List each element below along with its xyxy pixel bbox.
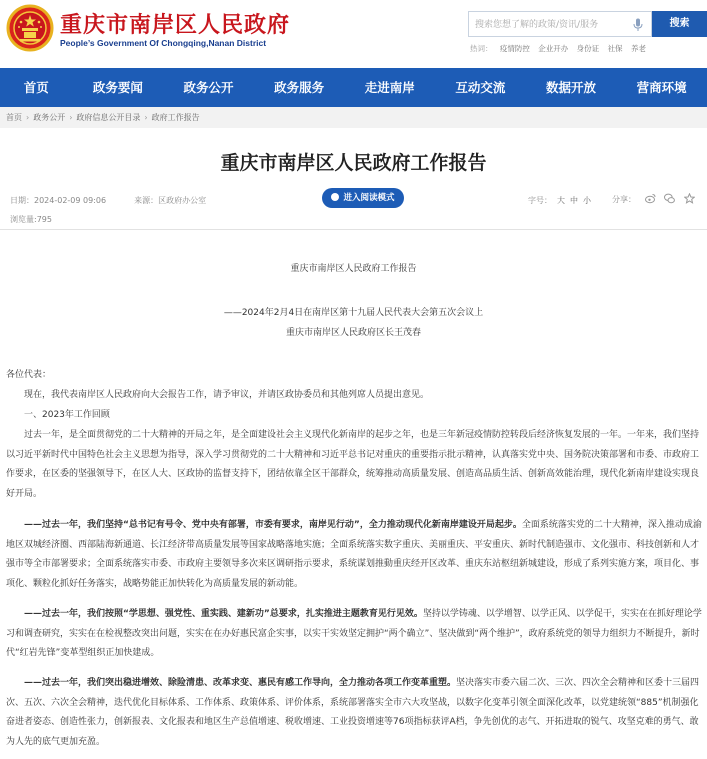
paragraph-text: 全面系统落实党的二十大精神，深入推动成渝地区双城经济圈、西部陆海新通道、长江经济带高质量发展等国家战略落地实施；全面系统落实数字重庆、美丽重庆、平安重庆、新时代制造强市、文化强市、科技创新和人才强市等全市部署要求；全面系统落实市委、市政府主要领导多次来区调研指示要求，系统谋划推動重庆经开区改革、重庆东站枢纽新城建设，形成了系列实施方案，项目化、事项化、颗粒化抓好任务落实，战略势能正加快转化为高质量发展的新动能。 — [6, 520, 702, 589]
site-subtitle: People’s Government Of Chongqing,Nanan District — [60, 38, 267, 48]
site-title[interactable]: 重庆市南岸区人民政府 — [60, 13, 291, 38]
speaker-line: 重庆市南岸区人民政府区长王茂春 — [285, 328, 421, 338]
greeting: 各位代表： — [6, 370, 52, 380]
breadcrumb-link[interactable]: 政府信息公开目录 — [76, 113, 141, 122]
hot-word-link[interactable]: 身份证 — [576, 44, 600, 53]
breadcrumb-link[interactable]: 政务公开 — [33, 113, 66, 122]
font-size-label: 字号： — [528, 196, 552, 205]
breadcrumb: 首页 › 政务公开 › 政府信息公开目录 › 政府工作报告 — [0, 107, 707, 128]
font-size-small[interactable]: 小 — [583, 196, 591, 205]
wechat-icon[interactable] — [664, 193, 675, 204]
hot-words-label: 热词： — [470, 44, 493, 53]
paragraph-overview: 过去一年，是全面贯彻党的二十大精神的开局之年，是全面建设社会主义现代化新南岸的起步之年，也是三年新冠疫情防控转段后经济恢复发展的一年。一年来，我们坚持以习近平新时代中国特色社会主义思想为指导，深入学习贯彻党的二十大精神和习近平总书记对重庆的重要指示批示精神，认真落实党中央、国务院决策部署和市委、市政府工作要求，在区委的坚强领导下，在区人大、区政协的监督支持下，团结依靠全区干部群众，统筹推动高质量发展、创造高品质生活、创新高效能治理，现代化新南岸建设实现良好开局。 — [6, 430, 700, 499]
reading-mode-label: 进入阅读模式 — [343, 193, 395, 203]
paragraph-reform — [6, 674, 702, 759]
header-divider — [0, 229, 707, 230]
main-nav — [0, 68, 707, 107]
paragraph-text: 坚持以学铸魂、以学增智、以学正风、以学促干，实实在在抓好理论学习和调查研究，实实在在检视整改突出问题，实实在在办好惠民富企实事，以实干实效坚定拥护“两个确立”、坚决做到“两个维护”，政府系统党的领导力组织力不断提升，新时代“红岩先锋”变革型组织正加快建成。 — [6, 609, 702, 658]
doc-title: 重庆市南岸区人民政府工作报告 — [290, 264, 417, 274]
page-title: 重庆市南岸区人民政府工作报告 — [220, 152, 487, 174]
search-box — [468, 11, 652, 37]
hot-word-link[interactable]: 疫情防控 — [499, 44, 530, 53]
article-meta — [10, 195, 206, 206]
paragraph-lead: ——过去一年，我们坚持“总书记有号令、党中央有部署，市委有要求，南岸见行动”，全力推动现代化新南岸建设开局起步。 — [24, 520, 522, 530]
nav-item-home[interactable]: 首页 — [23, 80, 49, 95]
nav-item-news[interactable]: 政务要闻 — [92, 80, 143, 95]
font-size-control — [528, 195, 591, 206]
font-size-large[interactable]: 大 — [557, 196, 565, 205]
publish-date: 日期：2024-02-09 09:06 — [10, 196, 107, 205]
search-input[interactable] — [469, 13, 627, 37]
reading-mode-icon — [331, 193, 339, 201]
hot-word-link[interactable]: 社保 — [607, 44, 623, 53]
microphone-icon[interactable] — [633, 18, 643, 32]
nav-item-business-environment[interactable]: 营商环境 — [636, 80, 687, 95]
font-size-medium[interactable]: 中 — [570, 196, 578, 205]
nav-item-services[interactable]: 政务服务 — [274, 80, 325, 95]
weibo-icon[interactable] — [645, 193, 656, 204]
nav-item-interaction[interactable]: 互动交流 — [455, 80, 506, 95]
nav-item-about-nanan[interactable]: 走进南岸 — [364, 80, 415, 95]
nav-item-open-government[interactable]: 政务公开 — [183, 80, 234, 95]
article-source: 来源：区政府办公室 — [134, 196, 207, 205]
breadcrumb-current[interactable]: 政府工作报告 — [151, 113, 200, 122]
paragraph-education — [6, 605, 702, 673]
reading-mode-button[interactable] — [322, 188, 404, 208]
paragraph-lead: ——过去一年，我们按照“学思想、强党性、重实践、建新功”总要求，扎实推进主题教育见行见效。 — [24, 609, 423, 619]
site-header — [0, 0, 707, 68]
share-label: 分享： — [612, 195, 636, 204]
paragraph-strategy — [6, 516, 702, 604]
share-bar — [612, 193, 695, 205]
hot-word-link[interactable]: 企业开办 — [538, 44, 569, 53]
intro-paragraph: 现在，我代表南岸区人民政府向大会报告工作，请予审议，并请区政协委员和其他列席人员提出意见。 — [24, 390, 430, 400]
hot-words — [470, 43, 652, 54]
paragraph-lead: ——过去一年，我们突出稳进增效、除险清患、改革求变、惠民有感工作导向，全力推动各项工作变革重塑。 — [24, 678, 457, 688]
section-heading: 一、2023年工作回顾 — [24, 410, 110, 420]
nav-item-open-data[interactable]: 数据开放 — [546, 80, 597, 95]
hot-word-link[interactable]: 养老 — [630, 44, 646, 53]
qq-zone-icon[interactable] — [684, 193, 695, 204]
meeting-line: ——2024年2月4日在南岸区第十九届人民代表大会第五次会议上 — [223, 308, 484, 318]
breadcrumb-link[interactable]: 首页 — [6, 113, 22, 122]
paragraph-text: 坚决落实市委六届二次、三次、四次全会精神和区委十三届四次、五次、六次全会精神，迭代优化目标体系、工作体系、政策体系、评价体系，系统部署落实全市六大攻坚战，以数字化变革引领全面深化改革，以党建统领“885”机制强化奋进者姿态、创造性张力，创新报表、文化报表和地区生产总值增速、税收增速、工业投资增速等76项指标获评A档，争先创优的志气、开拓进取的锐气、攻坚克难的勇气、敢为人先的底气更加充盈。 — [6, 678, 700, 747]
national-emblem-icon[interactable] — [6, 4, 54, 52]
search-button[interactable]: 搜索 — [652, 11, 707, 37]
view-count: 浏览量:795 — [10, 215, 52, 224]
